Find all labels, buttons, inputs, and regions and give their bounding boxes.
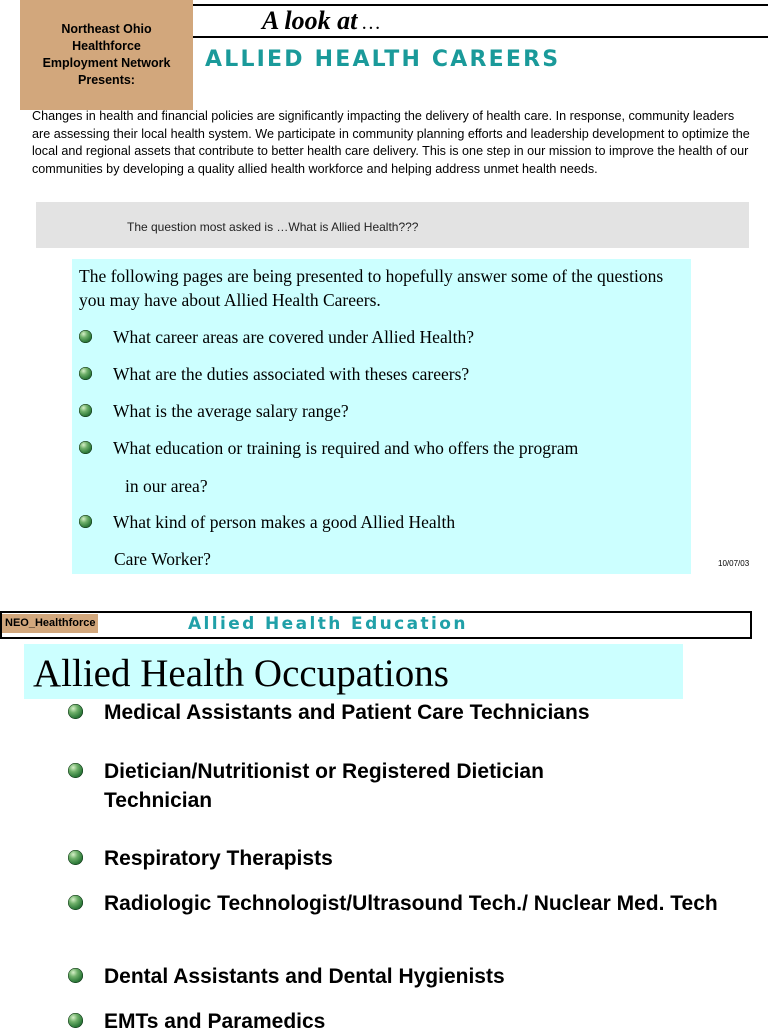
bullet-icon [68, 704, 83, 719]
heading-rule [193, 36, 768, 38]
look-at-heading [262, 6, 380, 38]
occupation-item [68, 698, 728, 727]
occupation-item-text: Medical Assistants and Patient Care Technicians [104, 701, 590, 724]
question-item-text: What is the average salary range? [113, 401, 349, 421]
question-item [79, 510, 679, 534]
occupation-item-text: Respiratory Therapists [104, 847, 333, 870]
occupation-item-text: Radiologic Technologist/Ultrasound Tech./ Nuclear Med. Tech [104, 892, 718, 915]
bullet-icon [68, 895, 83, 910]
bullet-icon [79, 404, 92, 417]
org-label: NEO_Healthforce [2, 614, 98, 633]
occupation-item [68, 757, 628, 815]
bullet-icon [79, 330, 92, 343]
intro-paragraph: Changes in health and financial policies are significantly impacting the delivery of health care. In response, community leaders are assessing their local health system. We participate in community planning efforts and leadership development to optimize the local and regional assets that contribute to better health care delivery. This is one step in our mission to improve the health of our communities by developing a quality allied health workforce and helping address unmet health needs. [32, 109, 750, 176]
occupation-item [68, 962, 728, 991]
question-item [79, 325, 679, 349]
question-item-text: What kind of person makes a good Allied Health [113, 512, 456, 532]
bullet-icon [68, 1013, 83, 1028]
bullet-icon [79, 515, 92, 528]
question-item [79, 436, 679, 460]
question-item-continuation: in our area? [125, 476, 208, 496]
look-at-ellipsis: … [357, 12, 381, 34]
question-item [79, 362, 679, 386]
question-item-text: What education or training is required and who offers the program [113, 438, 579, 458]
presenter-org-box: Northeast Ohio Healthforce Employment Network Presents: [20, 0, 193, 110]
slide-date: 10/07/03 [718, 559, 750, 568]
occupation-item-text: EMTs and Paramedics [104, 1010, 326, 1033]
question-text: The question most asked is …What is Allied Health??? [127, 220, 419, 234]
occupation-item-text: Dental Assistants and Dental Hygienists [104, 965, 505, 988]
occupation-item [68, 889, 728, 918]
question-item-continuation: Care Worker? [114, 549, 211, 569]
occupation-item [68, 844, 728, 873]
question-item [79, 399, 679, 423]
look-at-text: A look at [262, 6, 358, 35]
question-item-text: What are the duties associated with theses careers? [113, 364, 470, 384]
bullet-icon [68, 763, 83, 778]
slide-header-title: Allied Health Education [188, 614, 468, 634]
bullet-icon [79, 367, 92, 380]
bullet-icon [79, 441, 92, 454]
question-item-text: What career areas are covered under Allied Health? [113, 327, 474, 347]
bullet-icon [68, 968, 83, 983]
occupation-item-text: Dietician/Nutritionist or Registered Dietician Technician [104, 760, 544, 812]
occupations-title: Allied Health Occupations [33, 652, 449, 695]
questions-lead: The following pages are being presented to hopefully answer some of the questions you may have about Allied Health Careers. [79, 266, 664, 310]
page-title: ALLIED HEALTH CAREERS [205, 47, 561, 72]
occupation-item [68, 1007, 728, 1036]
bullet-icon [68, 850, 83, 865]
